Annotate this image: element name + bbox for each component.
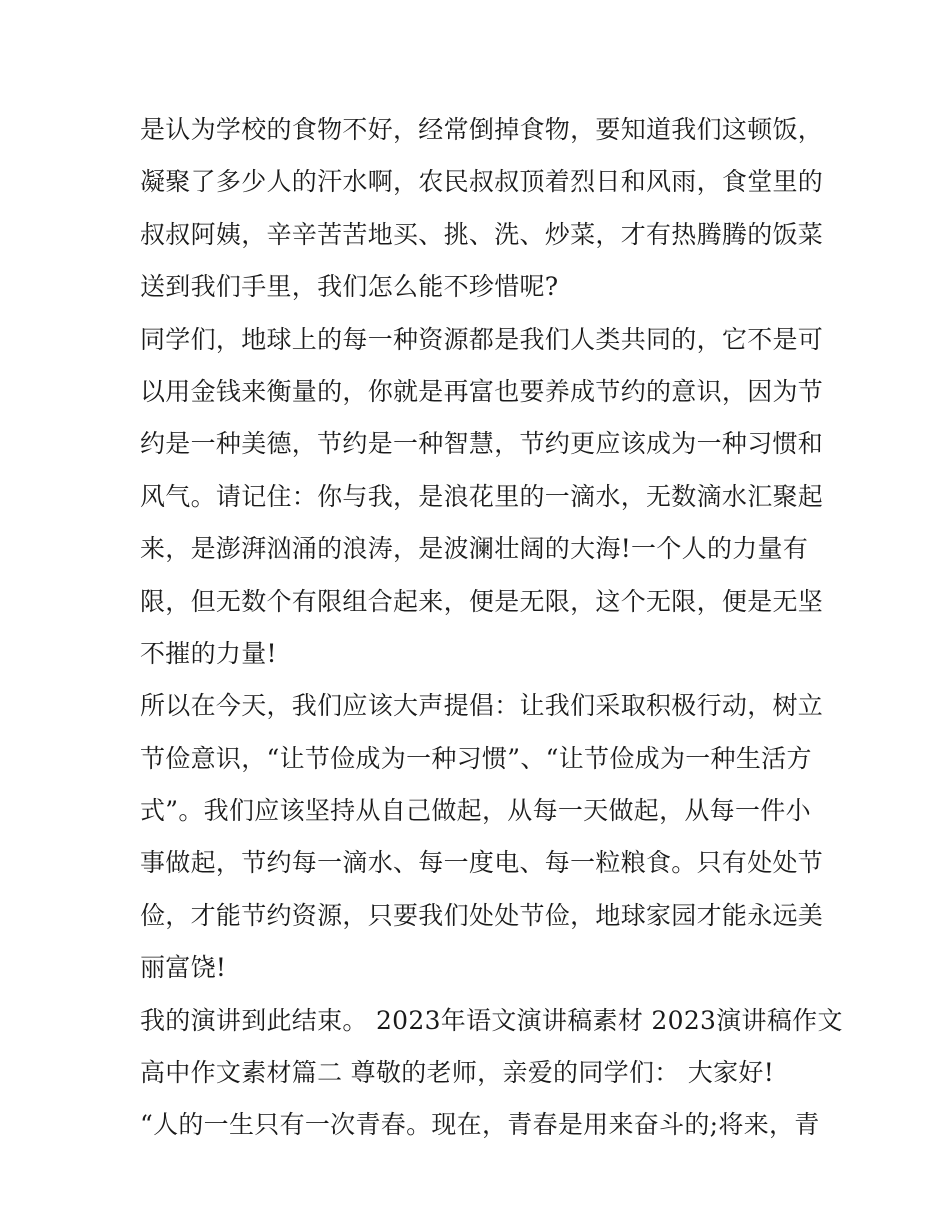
text-line: 风气。请记住：你与我，是浪花里的一滴水，无数滴水汇聚起 <box>140 481 824 511</box>
text-line: 丽富饶! <box>140 953 227 983</box>
text-line: 事做起，节约每一滴水、每一度电、每一粒粮食。只有处处节 <box>140 848 824 878</box>
text-line: 同学们，地球上的每一种资源都是我们人类共同的，它不是可 <box>140 324 824 354</box>
text-line: 来，是澎湃汹涌的浪涛，是波澜壮阔的大海!一个人的力量有 <box>140 534 809 564</box>
text-line: 约是一种美德，节约是一种智慧，节约更应该成为一种习惯和 <box>140 429 824 459</box>
text-line: 我的演讲到此结束。 2023年语文演讲稿素材 2023演讲稿作文 <box>140 1005 843 1035</box>
text-line: “人的一生只有一次青春。现在，青春是用来奋斗的;将来，青 <box>140 1110 820 1140</box>
text-line: 高中作文素材篇二 尊敬的老师，亲爱的同学们： 大家好! <box>140 1058 775 1088</box>
text-line: 节俭意识，“让节俭成为一种习惯”、“让节俭成为一种生活方 <box>140 743 812 773</box>
text-line: 俭，才能节约资源，只要我们处处节俭，地球家园才能永远美 <box>140 900 824 930</box>
text-line: 限，但无数个有限组合起来，便是无限，这个无限，便是无坚 <box>140 586 824 616</box>
text-line: 式”。我们应该坚持从自己做起，从每一天做起，从每一件小 <box>140 796 811 826</box>
text-line: 不摧的力量! <box>140 638 277 668</box>
document-body-text <box>140 104 843 1152</box>
text-line: 是认为学校的食物不好，经常倒掉食物，要知道我们这顿饭， <box>140 115 824 144</box>
text-line: 送到我们手里，我们怎么能不珍惜呢? <box>140 272 559 302</box>
text-line: 凝聚了多少人的汗水啊，农民叔叔顶着烈日和风雨，食堂里的 <box>140 167 824 197</box>
text-line: 所以在今天，我们应该大声提倡：让我们采取积极行动，树立 <box>140 691 824 721</box>
text-line: 叔叔阿姨，辛辛苦苦地买、挑、洗、炒菜，才有热腾腾的饭菜 <box>140 219 824 249</box>
text-line: 以用金钱来衡量的，你就是再富也要养成节约的意识，因为节 <box>140 376 824 406</box>
